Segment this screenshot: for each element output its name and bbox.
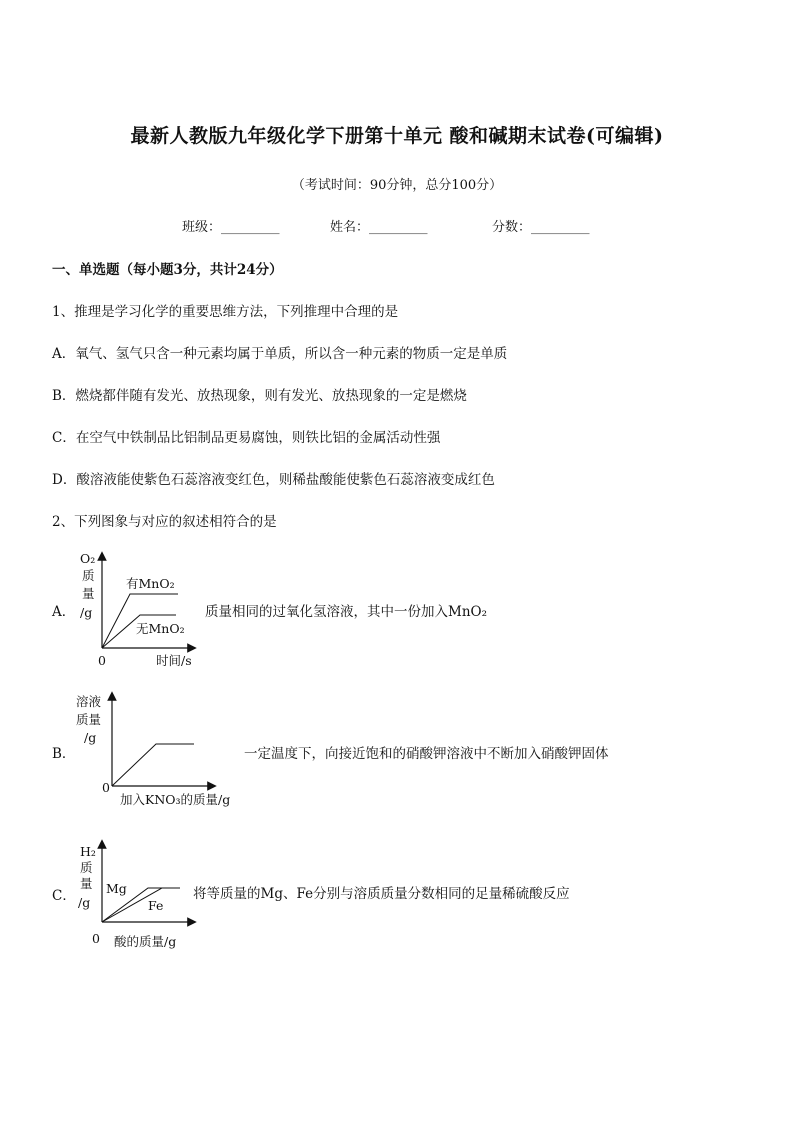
q2-option-c-label[interactable]: C． xyxy=(52,888,76,904)
x-axis-label: 加入KNO₃的质量/g xyxy=(120,792,231,807)
question-1-stem: 1、推理是学习化学的重要思维方法，下列推理中合理的是 xyxy=(52,304,399,320)
y-label-o2: O₂ xyxy=(80,551,96,566)
curve-label-fe: Fe xyxy=(148,898,164,913)
q2-option-b-label[interactable]: B． xyxy=(52,746,76,762)
y-label-3: 量 xyxy=(82,586,95,601)
q1-option-d[interactable]: D．酸溶液能使紫色石蕊溶液变红色，则稀盐酸能使紫色石蕊溶液变成红色 xyxy=(52,472,495,488)
section-heading: 一、单选题（每小题3分，共计24分） xyxy=(52,262,283,278)
class-field[interactable]: 班级：_________ xyxy=(182,220,280,235)
graph-c xyxy=(74,840,204,952)
y-label-4: /g xyxy=(80,605,93,620)
score-field[interactable]: 分数：_________ xyxy=(492,220,590,235)
q2-option-b-desc: 一定温度下，向接近饱和的硝酸钾溶液中不断加入硝酸钾固体 xyxy=(244,746,609,762)
q2-option-a-label[interactable]: A． xyxy=(52,604,76,620)
graph-a xyxy=(74,548,204,673)
y-label-3: /g xyxy=(84,730,97,745)
x-axis-label: 酸的质量/g xyxy=(114,934,177,949)
origin-label: 0 xyxy=(92,931,100,946)
name-field[interactable]: 姓名：_________ xyxy=(330,220,428,235)
curve-label-mg: Mg xyxy=(106,881,127,896)
curve-solution-mass xyxy=(112,744,194,786)
q2-option-a-desc: 质量相同的过氧化氢溶液，其中一份加入MnO₂ xyxy=(205,604,487,620)
x-axis-label: 时间/s xyxy=(156,653,192,668)
y-label-1: 溶液 xyxy=(76,694,102,709)
question-2-stem: 2、下列图象与对应的叙述相符合的是 xyxy=(52,514,277,530)
q2-option-c-desc: 将等质量的Mg、Fe分别与溶质质量分数相同的足量稀硫酸反应 xyxy=(193,886,570,902)
origin-label: 0 xyxy=(98,653,106,668)
y-label-h2: H₂ xyxy=(80,844,96,859)
graph-b xyxy=(74,690,254,810)
origin-label: 0 xyxy=(102,780,110,795)
curve-label-without-mno2: 无MnO₂ xyxy=(136,621,185,636)
exam-info: （考试时间：90分钟，总分100分） xyxy=(291,178,503,193)
y-label-2: 质 xyxy=(82,568,95,583)
page-title: 最新人教版九年级化学下册第十单元 酸和碱期末试卷(可编辑) xyxy=(130,125,664,147)
y-label-2: 质量 xyxy=(76,712,102,727)
q1-option-c[interactable]: C．在空气中铁制品比铝制品更易腐蚀，则铁比铝的金属活动性强 xyxy=(52,430,441,446)
y-label-4: /g xyxy=(78,895,91,910)
curve-label-with-mno2: 有MnO₂ xyxy=(126,576,175,591)
y-label-2: 质 xyxy=(80,860,93,875)
q1-option-b[interactable]: B．燃烧都伴随有发光、放热现象，则有发光、放热现象的一定是燃烧 xyxy=(52,388,467,404)
y-label-3: 量 xyxy=(80,876,93,891)
q1-option-a[interactable]: A．氧气、氢气只含一种元素均属于单质，所以含一种元素的物质一定是单质 xyxy=(52,346,508,362)
